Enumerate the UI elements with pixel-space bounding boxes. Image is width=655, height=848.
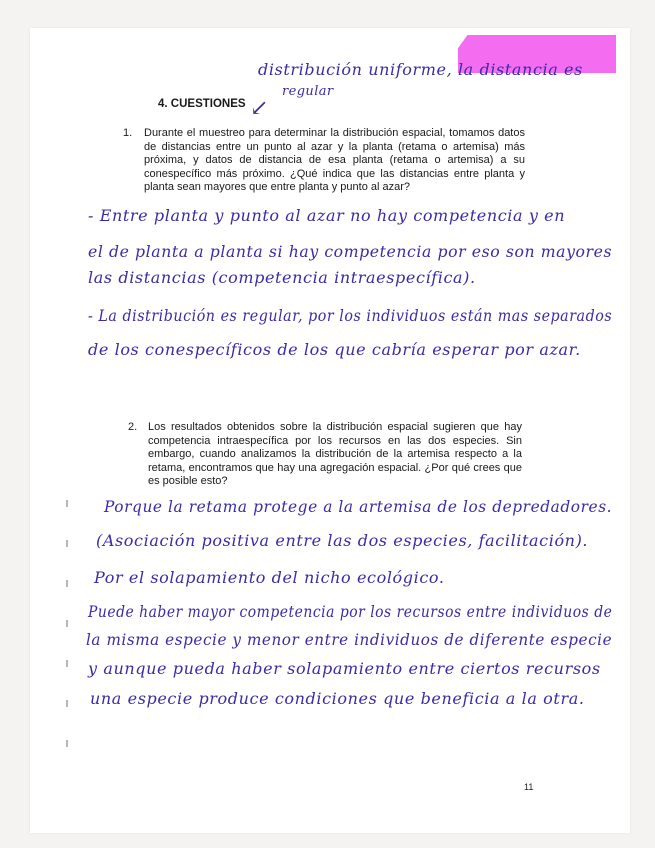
section-heading: 4. CUESTIONES: [158, 98, 246, 110]
edge-mark: [66, 500, 68, 507]
answer-line: Por el solapamiento del nicho ecológico.: [94, 568, 445, 587]
answer-line: el de planta a planta si hay competencia por eso son mayores: [88, 242, 613, 261]
answer-line: las distancias (competencia intraespecífica).: [88, 268, 476, 287]
answer-line: la misma especie y menor entre individuos de diferente especie: [86, 630, 613, 649]
answer-line: Porque la retama protege a la artemisa de los depredadores.: [104, 497, 613, 516]
question-text: Durante el muestreo para determinar la distribución espacial, tomamos datos de distancias entre un punto al azar y la planta (retama o artemisa) más próxima, y datos de distancia de esa planta (retama o artemisa) a su conespecífico más próximo. ¿Qué indica que las distancias entre planta y planta sean mayores que entre planta y punto al azar?: [144, 127, 525, 194]
edge-mark: [66, 580, 68, 587]
answer-line: (Asociación positiva entre las dos especies, facilitación).: [96, 531, 589, 550]
answer-line: y aunque pueda haber solapamiento entre ciertos recursos: [88, 659, 601, 678]
question-text: Los resultados obtenidos sobre la distribución espacial sugieren que hay competencia intraespecífica por los recursos en las dos especies. Sin embargo, cuando analizamos la distribución de la artemisa respecto a la retama, encontramos que hay una agregación espacial. ¿Por qué crees que es posible esto?: [148, 421, 522, 488]
edge-mark: [66, 660, 68, 667]
answer-line: Puede haber mayor competencia por los recursos entre individuos de: [88, 602, 613, 621]
question-number: 2.: [128, 421, 138, 433]
answer-line: una especie produce condiciones que beneficia a la otra.: [90, 689, 585, 708]
margin-note: regular: [282, 84, 334, 99]
page-number: 11: [524, 782, 534, 792]
question-number: 1.: [123, 127, 133, 139]
margin-note: distribución uniforme, la distancia es: [258, 60, 583, 79]
answer-line: - Entre planta y punto al azar no hay competencia y en: [88, 206, 566, 225]
answer-line: de los conespecíficos de los que cabría esperar por azar.: [88, 340, 581, 359]
answer-line: - La distribución es regular, por los individuos están mas separados: [88, 306, 613, 325]
edge-mark: [66, 620, 68, 627]
edge-mark: [66, 540, 68, 547]
edge-mark: [66, 740, 68, 747]
edge-mark: [66, 700, 68, 707]
arrow-mark: ↙: [250, 96, 269, 121]
